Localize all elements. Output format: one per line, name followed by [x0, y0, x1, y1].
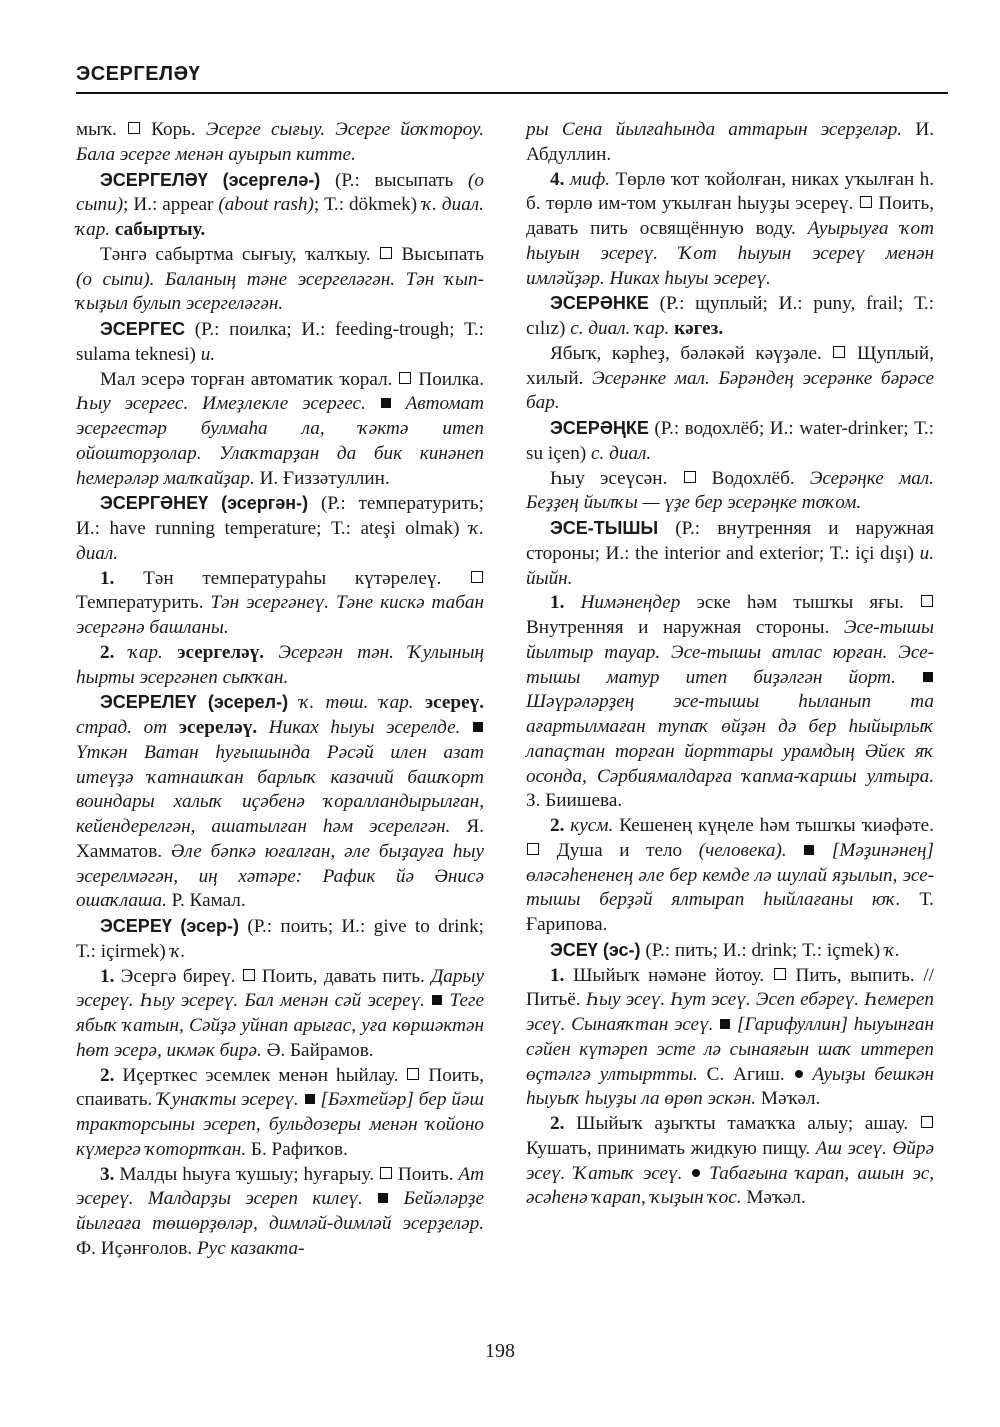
- text-run: ; И.: appear: [123, 194, 219, 216]
- example-marker-icon: [923, 672, 933, 682]
- italic-text: Эсерге сығыу. Эсерге йоҡтороу. Бала эсерге менән ауырып китте.: [76, 119, 484, 165]
- bold-text: 1.: [100, 567, 115, 589]
- italic-text: Эсерәңке мал. Беҙҙең йылҡы — үҙе бер эсерәңке тоҡом.: [526, 467, 934, 514]
- bold-text: эсергеләү.: [177, 641, 265, 663]
- text-run: Шыйыҡ нәмәне йотоу.: [564, 964, 773, 986]
- text-run: [114, 642, 128, 663]
- italic-text: Табағына ҡарап, ашын эс, әсәһенә ҡарап, ҡыҙын ҡос.: [526, 1162, 935, 1209]
- dictionary-paragraph: [526, 168, 934, 292]
- dictionary-paragraph: [76, 168, 484, 243]
- text-run: Кешенең күңеле һәм тышҡы ҡиәфәте.: [613, 815, 934, 836]
- translation-marker-icon: [860, 196, 872, 208]
- text-run: [564, 592, 580, 613]
- text-run: З. Биишева.: [526, 790, 623, 812]
- headword: ЭСЕҮ (эс-): [550, 939, 641, 960]
- left-column: [76, 118, 484, 1262]
- text-run: (Р.: водохлёб; И.: water-drinker; Т.: su içen): [526, 418, 934, 464]
- dictionary-paragraph: [76, 1064, 484, 1163]
- dictionary-paragraph: [76, 491, 484, 566]
- italic-text: ҡ. диал.: [76, 518, 484, 564]
- text-run: Т. Ғарипова.: [526, 889, 934, 935]
- dictionary-paragraph: [76, 368, 484, 492]
- text-run: Тәнгә сабыртма сығыу, ҡалҡыу.: [100, 243, 380, 265]
- text-run: [460, 717, 472, 738]
- italic-text: Ат эсереү. Малдарҙы эсереп килеү.: [76, 1163, 484, 1210]
- bold-text: 1.: [550, 592, 565, 614]
- bold-text: кәгез.: [674, 318, 724, 339]
- text-run: [389, 1188, 403, 1209]
- italic-text: (о сыпи): [76, 169, 484, 216]
- dictionary-paragraph: [526, 342, 934, 416]
- text-run: Кушать, принимать жидкую пищу.: [526, 1137, 816, 1159]
- dictionary-paragraph: [526, 814, 934, 938]
- translation-marker-icon: [399, 372, 411, 384]
- text-run: Поить, давать пить освящённую воду.: [526, 193, 934, 239]
- headword: ЭСЕРӘҢКЕ: [550, 418, 649, 438]
- dictionary-paragraph: [526, 467, 934, 517]
- text-run: Поить, давать пить.: [255, 965, 432, 987]
- text-run: [414, 692, 425, 713]
- dictionary-paragraph: [76, 243, 484, 317]
- text-run: Щуплый, хилый.: [526, 342, 934, 389]
- text-run: Корь.: [141, 119, 206, 140]
- translation-marker-icon: [921, 595, 933, 607]
- italic-text: Тән эсергәнеү. Тәне кискә табан эсергәнә башланы.: [76, 592, 484, 638]
- italic-text: миф.: [569, 168, 611, 190]
- dictionary-paragraph: [76, 118, 484, 168]
- italic-text: [Мәҙинәнең] өләсәһененең әле бер кемде лә шулай яҙылып, эсе-тышы берҙәй ялтырап һыйлағаны юҡ.: [526, 839, 935, 911]
- italic-text: ры Сена йылғаһында аттарын эсерҙеләр.: [526, 119, 903, 140]
- bold-text: сабыртыу.: [114, 219, 206, 240]
- translation-marker-icon: [380, 1167, 392, 1179]
- text-run: [896, 667, 922, 688]
- text-run: [713, 1014, 719, 1035]
- italic-text: [Гарифуллин] һыуынған сәйен күтәреп эсте лә сынаяғын шаҡ иттереп өҫтәлгә ултыртты.: [526, 1014, 935, 1085]
- italic-text: Әле бәпкә юғалған, әле быҙауға һыу эсерелмәгән, иң хәтәре: Рафик йә Әнисә ошаҡлаша.: [76, 840, 484, 912]
- italic-text: Эсергән тән. Ҡулының һырты эсергәнеп сыҡҡан.: [76, 641, 485, 688]
- dictionary-paragraph: [526, 118, 934, 168]
- dictionary-paragraph: [526, 291, 934, 342]
- translation-marker-icon: [527, 843, 539, 855]
- text-run: (Р.: поить; И.: give to drink; Т.: içirmek): [76, 916, 484, 962]
- text-run: Ф. Иҫәнғолов.: [76, 1237, 197, 1259]
- italic-text: Дарыу эсереү. Һыу эсереү. Бал менән сәй эсереү.: [76, 965, 484, 1012]
- text-run: [288, 692, 299, 713]
- italic-text: с. диал.: [591, 442, 652, 464]
- text-run: (Р.: щуплый; И.: puny, frail; Т.: cılız): [526, 293, 934, 339]
- text-run: (Р.: поилка; И.: feeding-trough; Т.: sulama teknesi): [76, 319, 484, 365]
- italic-text: Үткән Ватан һуғышында Рәсәй илен азат итеүҙә ҡатнашҡан барлыҡ казачий башҡорт воиндары халыҡ иҫәбенә ҡоралландырылған, кейендерелгән, ашатылған һәм эсерелгән.: [76, 741, 484, 837]
- right-column: [526, 118, 934, 1211]
- dictionary-paragraph: [76, 317, 484, 368]
- headword: ЭСЕ-ТЫШЫ: [550, 518, 659, 538]
- headword: ЭСЕРЕҮ (эсер-): [100, 916, 240, 936]
- italic-text: Бейәләрҙе йылғаға төшөрҙөләр, димләй-димләй эсерҙеләр.: [76, 1188, 485, 1234]
- dictionary-paragraph: [526, 416, 934, 467]
- dictionary-paragraph: [526, 516, 934, 591]
- text-run: Температурить.: [76, 592, 211, 614]
- italic-text: Ҡунаҡты эсереү.: [157, 1089, 299, 1111]
- dictionary-paragraph: [76, 690, 484, 914]
- bold-text: 4.: [550, 168, 565, 190]
- text-run: Төрлө ҡот ҡойолған, никах уҡылған һ. б. төрлө им-том уҡылған һыуҙы эсереү.: [526, 168, 935, 215]
- text-run: Мәҡәл.: [741, 1187, 806, 1209]
- text-run: Высыпать: [393, 243, 484, 265]
- dictionary-paragraph: [526, 938, 934, 964]
- text-run: (Р.: внутренняя и наружная стороны; И.: the interior and exterior; Т.: içi dışı): [526, 518, 934, 564]
- text-run: (Р.: высыпать: [320, 169, 469, 191]
- italic-text: Никах һыуы эсерелде.: [268, 717, 461, 738]
- dictionary-paragraph: [76, 914, 484, 965]
- italic-text: Рус казакта-: [196, 1237, 305, 1259]
- example-marker-icon: [381, 398, 391, 408]
- proverb-marker-icon: [692, 1169, 700, 1177]
- bold-text: 2.: [100, 641, 115, 663]
- italic-text: и.: [200, 343, 216, 365]
- text-run: С. Агиш.: [697, 1063, 794, 1085]
- example-marker-icon: [804, 845, 814, 855]
- italic-text: ҡар.: [128, 641, 163, 663]
- italic-text: и. йыйн.: [526, 542, 934, 589]
- italic-text: Шәүрәләрҙең эсе-тышы һыланып та ағартылмаған тупаҡ өйҙән дә бер һыйырлыҡ лапаҫтан торған йорттары урамдың Әйек яҡ осонда, Сәрбиямалдарға ҡапма-ҡаршы ултыра.: [526, 691, 934, 787]
- translation-marker-icon: [921, 1116, 933, 1128]
- italic-text: с. диал. ҡар.: [570, 318, 670, 339]
- translation-marker-icon: [243, 969, 255, 981]
- italic-text: (about rash): [218, 194, 314, 216]
- translation-marker-icon: [833, 346, 845, 358]
- text-run: эске һәм тышҡы яғы.: [680, 592, 920, 614]
- text-run: [264, 642, 278, 663]
- translation-marker-icon: [380, 247, 392, 259]
- text-run: И. Абдуллин.: [526, 119, 934, 165]
- italic-text: Теге ябыҡ ҡатын, Сәйҙә уйнап арығас, уға көршәктән һөт эсерә, икмәк бирә.: [76, 990, 485, 1061]
- italic-text: ҡ. төш. ҡар.: [299, 692, 414, 714]
- headword: ЭСЕРГЕС: [100, 319, 186, 339]
- text-run: Ябыҡ, кәрһеҙ, бәләкәй кәүҙәле.: [550, 342, 833, 364]
- headword: ЭСЕРӘНКЕ: [550, 293, 649, 314]
- text-run: Шыйыҡ аҙыҡты тамаҡҡа алыу; ашау.: [564, 1113, 920, 1134]
- italic-text: (человека).: [698, 839, 787, 861]
- text-run: Мәҡәл.: [756, 1088, 821, 1110]
- text-run: Б. Рафиҡов.: [246, 1138, 348, 1160]
- text-run: Малды һыуға ҡушыу; һуғарыу.: [114, 1163, 379, 1185]
- text-run: [366, 393, 380, 414]
- example-marker-icon: [720, 1019, 730, 1029]
- translation-marker-icon: [471, 571, 483, 583]
- bold-text: эсереләү.: [178, 717, 258, 738]
- translation-marker-icon: [128, 122, 140, 134]
- translation-marker-icon: [774, 968, 786, 980]
- bold-text: 2.: [550, 815, 565, 836]
- dictionary-paragraph: [526, 591, 934, 814]
- text-run: Эсергә биреү.: [114, 965, 242, 987]
- text-run: И. Ғиззәтуллин.: [254, 467, 390, 489]
- italic-text: Аш эсеү. Өйрә эсеү. Ҡатыҡ эсеү.: [526, 1137, 934, 1184]
- dictionary-paragraph: [76, 567, 484, 641]
- header-title: ЭСЕРГЕЛӘҮ: [76, 63, 201, 85]
- bold-text: 2.: [100, 1064, 115, 1086]
- italic-text: ҡ.: [884, 939, 900, 961]
- text-run: Поилка.: [412, 368, 485, 390]
- text-run: Р. Камал.: [166, 890, 246, 912]
- italic-text: Һыу эсергес. Имеҙлекле эсергес.: [76, 393, 366, 415]
- italic-text: Автомат эсергестәр булмаһа ла, ҡәктә итеп ойошторҙолар. Улаҡтарҙан да бик кинәнеп һемерәләр малҡайҙар.: [76, 393, 485, 489]
- italic-text: кусм.: [570, 815, 614, 836]
- text-run: [701, 1163, 709, 1184]
- text-run: Внутренняя и наружная стороны.: [526, 617, 844, 638]
- text-run: мыҡ.: [76, 119, 127, 140]
- text-run: Пить, выпить. // Питьё.: [526, 964, 934, 1011]
- italic-text: ҡ. диал. ҡар.: [76, 194, 484, 240]
- text-run: Мал эсерә торған автоматик ҡорал.: [100, 368, 399, 390]
- text-run: Һыу эсеүсән.: [550, 467, 683, 489]
- italic-text: Ауыҙы бешкән һыуыҡ һыуҙы ла өрөп эскән.: [526, 1063, 934, 1110]
- header-rule: [76, 92, 948, 94]
- italic-text: Һыу эсеү. Һут эсеү. Эсеп ебәреү. Һемереп эсеү. Сынаяҡтан эсеү.: [526, 989, 934, 1035]
- text-run: [392, 393, 406, 414]
- text-run: (Р.: температурить; И.: have running temperature; Т.: ateşi olmak): [76, 493, 484, 539]
- text-run: Иҫерткес эсемлек менән һыйлау.: [114, 1064, 407, 1086]
- running-header: [76, 62, 948, 86]
- bold-text: 1.: [550, 964, 565, 986]
- dictionary-paragraph: [76, 965, 484, 1064]
- text-run: [815, 840, 832, 861]
- text-run: [363, 1188, 377, 1209]
- text-run: Поить.: [392, 1163, 459, 1185]
- headword: ЭСЕРЕЛЕҮ (эсерел-): [100, 692, 289, 713]
- example-marker-icon: [305, 1094, 315, 1104]
- italic-text: Ауырыуға ҡот һыуын эсереү. Ҡот һыуын эсереү менән имләйҙәр. Никах һыуы эсереү.: [526, 218, 934, 289]
- text-run: Поить, спаивать.: [76, 1064, 485, 1111]
- text-run: [163, 642, 177, 663]
- italic-text: страд. от: [76, 717, 168, 738]
- text-run: Душа и тело: [540, 839, 699, 861]
- text-run: [682, 1163, 690, 1184]
- text-run: (Р.: пить; И.: drink; Т.: içmek): [640, 939, 885, 961]
- headword: ЭСЕРГЕЛӘҮ (эсергелә-): [100, 169, 321, 190]
- dictionary-paragraph: [76, 1163, 484, 1262]
- text-run: ; Т.: dökmek): [313, 194, 423, 216]
- example-marker-icon: [378, 1193, 388, 1203]
- italic-text: [Бәхтейәр] бер йәш тракторсыны эсереп, бульдозеры менән ҡойоно күмергә ҡотортҡан.: [76, 1089, 485, 1160]
- text-run: [167, 717, 179, 738]
- text-run: [787, 840, 804, 861]
- bold-text: эсереү.: [424, 692, 485, 714]
- page-number: 198: [485, 1340, 515, 1362]
- translation-marker-icon: [684, 471, 696, 483]
- example-marker-icon: [432, 995, 442, 1005]
- text-run: Ә. Байрамов.: [261, 1039, 374, 1061]
- text-run: Тән температураһы күтәрелеү.: [114, 567, 470, 589]
- bold-text: 3.: [100, 1163, 115, 1185]
- text-run: Я. Хамматов.: [76, 816, 484, 862]
- example-marker-icon: [473, 722, 483, 732]
- dictionary-paragraph: [526, 1112, 934, 1211]
- translation-marker-icon: [407, 1068, 419, 1080]
- text-run: [425, 990, 431, 1011]
- bold-text: 1.: [100, 965, 115, 987]
- italic-text: Эсерәнке мал. Бәрәндең эсерәнке бәрәсе бар.: [526, 367, 934, 414]
- bold-text: 2.: [550, 1113, 565, 1134]
- italic-text: Нимәнеңдер: [580, 592, 681, 614]
- text-run: Водохлёб.: [696, 467, 810, 489]
- text-run: [257, 717, 269, 738]
- text-run: [299, 1089, 304, 1110]
- italic-text: Эсе-тышы йылтыр тауар. Эсе-тышы атлас юрған. Эсе-тышы матур итеп биҙәлгән йорт.: [526, 617, 934, 688]
- italic-text: ҡ.: [170, 940, 186, 962]
- dictionary-paragraph: [76, 641, 484, 691]
- italic-text: (о сыпи). Баланың тәне эсергеләгән. Тән ҡып-ҡыҙыл булып эсергеләгән.: [76, 268, 484, 315]
- headword: ЭСЕРГӘНЕҮ (эсергән-): [100, 493, 309, 514]
- proverb-marker-icon: [795, 1070, 803, 1078]
- dictionary-paragraph: [526, 964, 934, 1113]
